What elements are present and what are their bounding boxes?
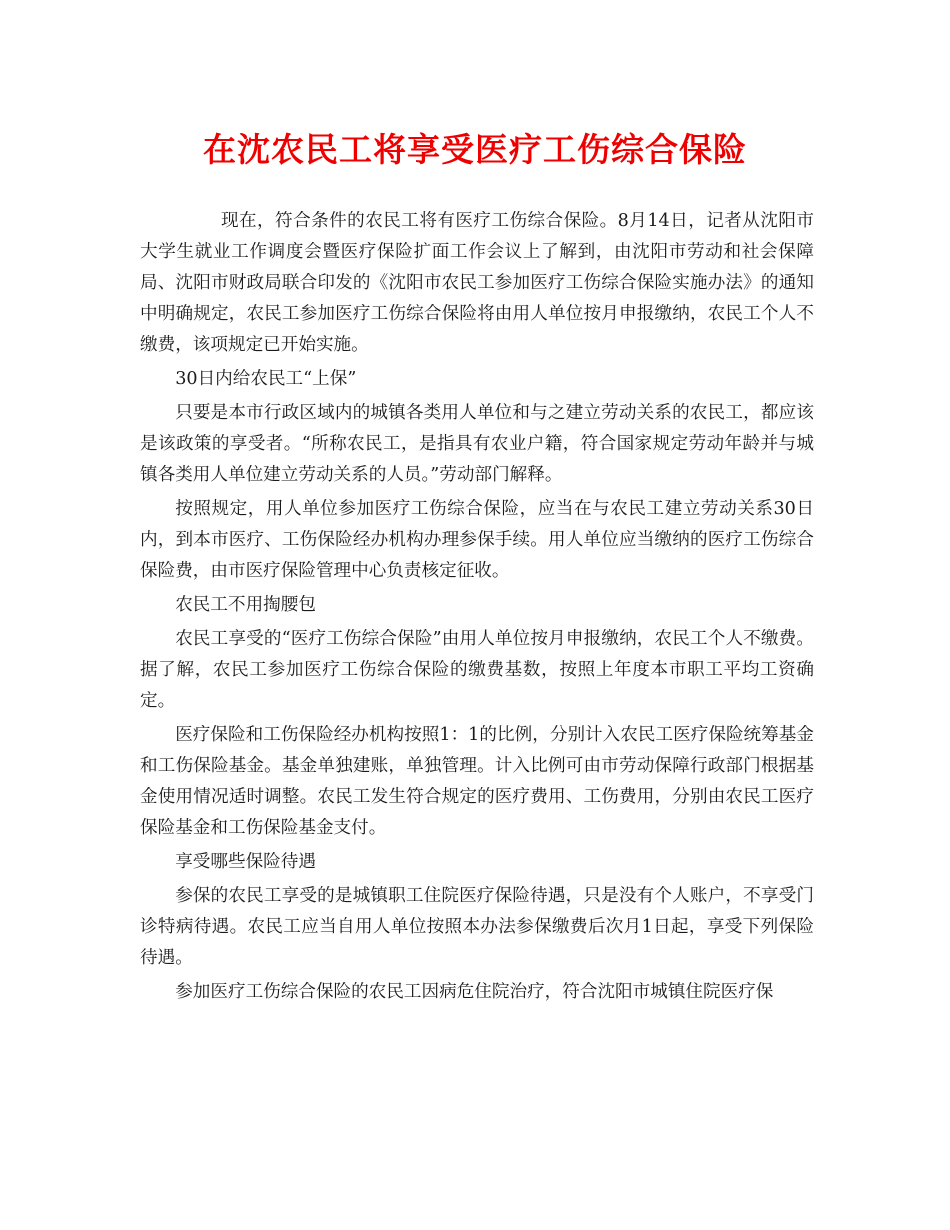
paragraph-intro: 现在，符合条件的农民工将有医疗工伤综合保险。8月14日，记者从沈阳市大学生就业工作调度会暨医疗保险扩面工作会议上了解到，由沈阳市劳动和社会保障局、沈阳市财政局联合印发的《沈阳市农民工参加医疗工伤综合保险实施办法》的通知中明确规定，农民工参加医疗工伤综合保险将由用人单位按月申报缴纳，农民工个人不缴费，该项规定已开始实施。 — [140, 211, 814, 355]
section-heading-no-cost: 农民工不用掏腰包 — [175, 595, 316, 615]
section-heading-benefits: 享受哪些保险待遇 — [175, 852, 316, 872]
section-heading-enrollment: 30日内给农民工“上保” — [175, 369, 357, 389]
paragraph-hospitalization: 参加医疗工伤综合保险的农民工因病危住院治疗，符合沈阳市城镇住院医疗保 — [175, 982, 774, 1002]
paragraph-benefits: 参保的农民工享受的是城镇职工住院医疗保险待遇，只是没有个人账户，不享受门诊特病待遇。农民工应当自用人单位按照本办法参保缴费后次月1日起，享受下列保险待遇。 — [140, 886, 814, 968]
document-title: 在沈农民工将享受医疗工伤综合保险 — [203, 130, 747, 169]
paragraph-enrollment-rules: 按照规定，用人单位参加医疗工伤综合保险，应当在与农民工建立劳动关系30日内，到本市医疗、工伤保险经办机构办理参保手续。用人单位应当缴纳的医疗工伤综合保险费，由市医疗保险管理中心负责核定征收。 — [140, 499, 814, 581]
paragraph-payment: 农民工享受的“医疗工伤综合保险”由用人单位按月申报缴纳，农民工个人不缴费。据了解，农民工参加医疗工伤综合保险的缴费基数，按照上年度本市职工平均工资确定。 — [140, 629, 814, 711]
paragraph-fund-allocation: 医疗保险和工伤保险经办机构按照1：1的比例，分别计入农民工医疗保险统筹基金和工伤保险基金。基金单独建账，单独管理。计入比例可由市劳动保障行政部门根据基金使用情况适时调整。农民工发生符合规定的医疗费用、工伤费用，分别由农民工医疗保险基金和工伤保险基金支付。 — [140, 725, 814, 838]
paragraph-eligibility: 只要是本市行政区域内的城镇各类用人单位和与之建立劳动关系的农民工，都应该是该政策的享受者。“所称农民工，是指具有农业户籍，符合国家规定劳动年龄并与城镇各类用人单位建立劳动关系的人员。”劳动部门解释。 — [140, 403, 814, 485]
document-body — [140, 206, 814, 1011]
